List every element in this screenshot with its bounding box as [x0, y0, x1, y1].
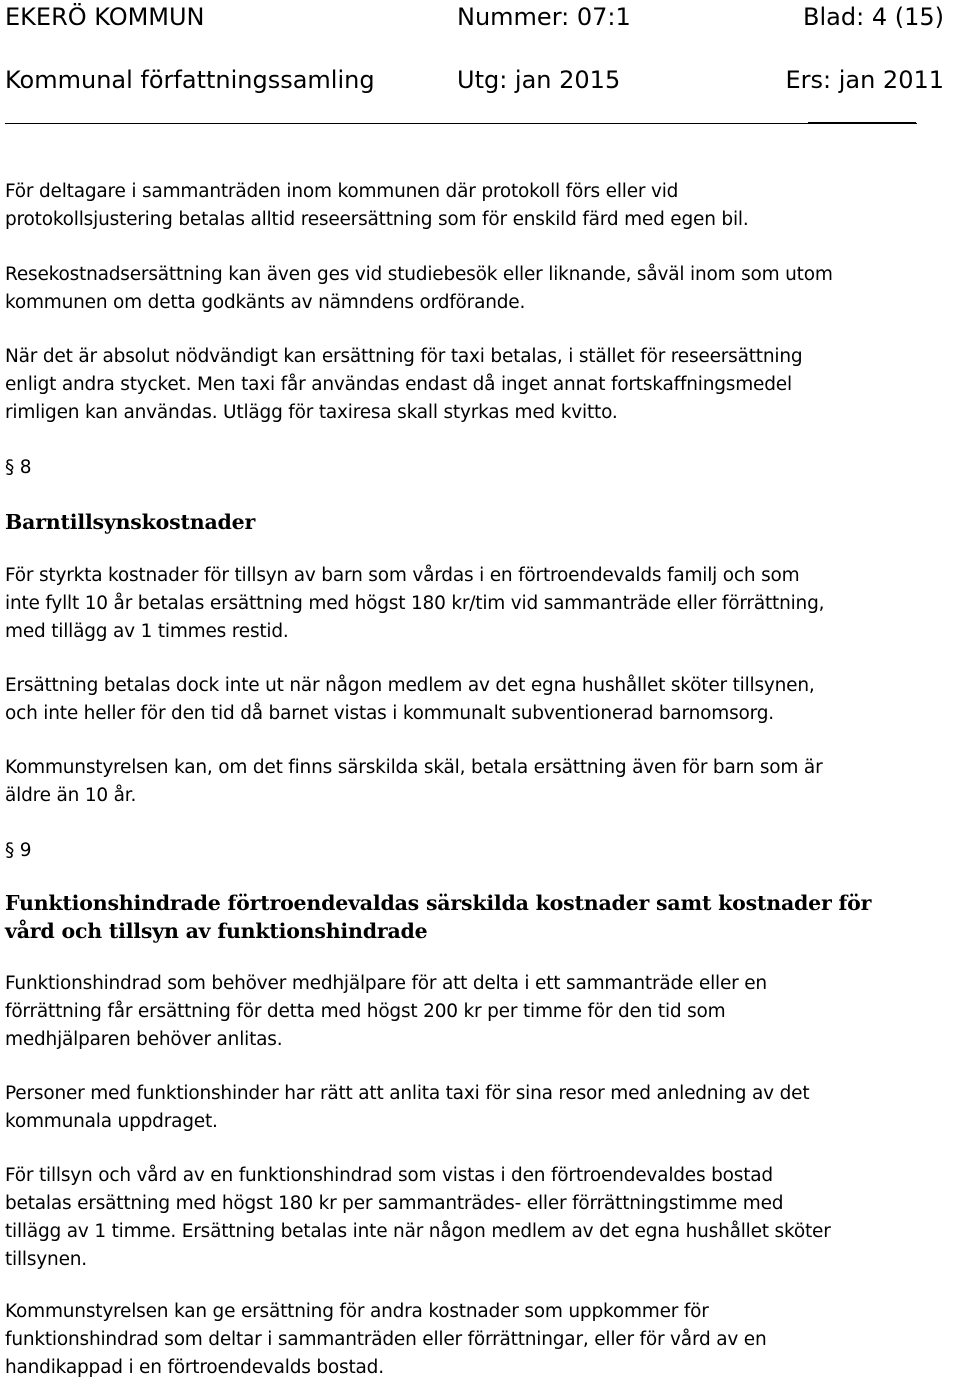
- section-9-paragraph-3: [5, 1162, 955, 1274]
- text-line: För styrkta kostnader för tillsyn av barn som vårdas i en förtroendevalds familj och som: [5, 565, 800, 586]
- text-line: Funktionshindrad som behöver medhjälpare för att delta i ett sammanträde eller en: [5, 973, 767, 994]
- text-line: medhjälparen behöver anlitas.: [5, 1029, 283, 1050]
- text-line: och inte heller för den tid då barnet vistas i kommunalt subventionerad barnomsorg.: [5, 703, 774, 724]
- section-9-paragraph-2: [5, 1080, 955, 1136]
- collection-title: Kommunal författningssamling: [5, 66, 375, 94]
- text-line: protokollsjustering betalas alltid reseersättning som för enskild färd med egen bil.: [5, 209, 749, 230]
- issue-date: Utg: jan 2015: [457, 66, 621, 94]
- paragraph-taxi: [5, 343, 955, 427]
- text-line: betalas ersättning med högst 180 kr per sammanträdes- eller förrättningstimme med: [5, 1193, 784, 1214]
- text-line: Kommunstyrelsen kan ge ersättning för andra kostnader som uppkommer för: [5, 1301, 709, 1322]
- text-line: kommunen om detta godkänts av nämndens ordförande.: [5, 292, 526, 313]
- page-indicator: Blad: 4 (15): [803, 3, 944, 31]
- text-line: För tillsyn och vård av en funktionshindrad som vistas i den förtroendevaldes bostad: [5, 1165, 773, 1186]
- text-line: enligt andra stycket. Men taxi får användas endast då inget annat fortskaffningsmedel: [5, 374, 792, 395]
- text-line: Ersättning betalas dock inte ut när någon medlem av det egna hushållet sköter tillsynen,: [5, 675, 815, 696]
- text-line: funktionshindrad som deltar i sammanträden eller förrättningar, eller för vård av en: [5, 1329, 767, 1350]
- text-line: Personer med funktionshinder har rätt att anlita taxi för sina resor med anledning av det: [5, 1083, 810, 1104]
- text-line: tillsynen.: [5, 1249, 87, 1270]
- text-line: rimligen kan användas. Utlägg för taxiresa skall styrkas med kvitto.: [5, 402, 618, 423]
- section-8-paragraph-1: [5, 562, 955, 646]
- section-8-paragraph-3: [5, 754, 955, 810]
- text-line: med tillägg av 1 timmes restid.: [5, 621, 289, 642]
- section-8-symbol: [5, 454, 955, 482]
- section-9-symbol: [5, 837, 955, 865]
- document-number: Nummer: 07:1: [457, 3, 631, 31]
- section-number: § 9: [5, 840, 32, 861]
- text-line: När det är absolut nödvändigt kan ersättning för taxi betalas, i stället för reseersättning: [5, 346, 803, 367]
- section-8-heading: Barntillsynskostnader: [5, 510, 256, 534]
- text-line: tillägg av 1 timme. Ersättning betalas inte när någon medlem av det egna hushållet sköter: [5, 1221, 831, 1242]
- paragraph-study-visit: [5, 261, 955, 317]
- heading-line: Funktionshindrade förtroendevaldas särskilda kostnader samt kostnader för: [5, 891, 872, 915]
- text-line: förrättning får ersättning för detta med högst 200 kr per timme för den tid som: [5, 1001, 726, 1022]
- section-9-paragraph-1: [5, 970, 955, 1054]
- section-8-paragraph-2: [5, 672, 955, 728]
- municipality-name: EKERÖ KOMMUN: [5, 3, 205, 31]
- document-header-row-1: [5, 2, 944, 32]
- text-line: För deltagare i sammanträden inom kommunen där protokoll förs eller vid: [5, 181, 679, 202]
- section-9-heading: [5, 889, 871, 945]
- section-9-paragraph-4: [5, 1298, 955, 1382]
- paragraph-meeting-travel: [5, 178, 955, 234]
- text-line: handikappad i en förtroendevalds bostad.: [5, 1357, 384, 1378]
- text-line: Kommunstyrelsen kan, om det finns särskilda skäl, betala ersättning även för barn som är: [5, 757, 823, 778]
- text-line: kommunala uppdraget.: [5, 1111, 218, 1132]
- heading-line: vård och tillsyn av funktionshindrade: [5, 919, 428, 943]
- text-line: Resekostnadsersättning kan även ges vid studiebesök eller liknande, såväl inom som utom: [5, 264, 833, 285]
- document-header-row-2: [5, 65, 944, 95]
- replaces-date: Ers: jan 2011: [785, 66, 944, 94]
- text-line: inte fyllt 10 år betalas ersättning med högst 180 kr/tim vid sammanträde eller förrättning,: [5, 593, 825, 614]
- header-divider-accent: [808, 122, 916, 124]
- text-line: äldre än 10 år.: [5, 785, 137, 806]
- header-divider: [5, 123, 917, 124]
- section-number: § 8: [5, 457, 32, 478]
